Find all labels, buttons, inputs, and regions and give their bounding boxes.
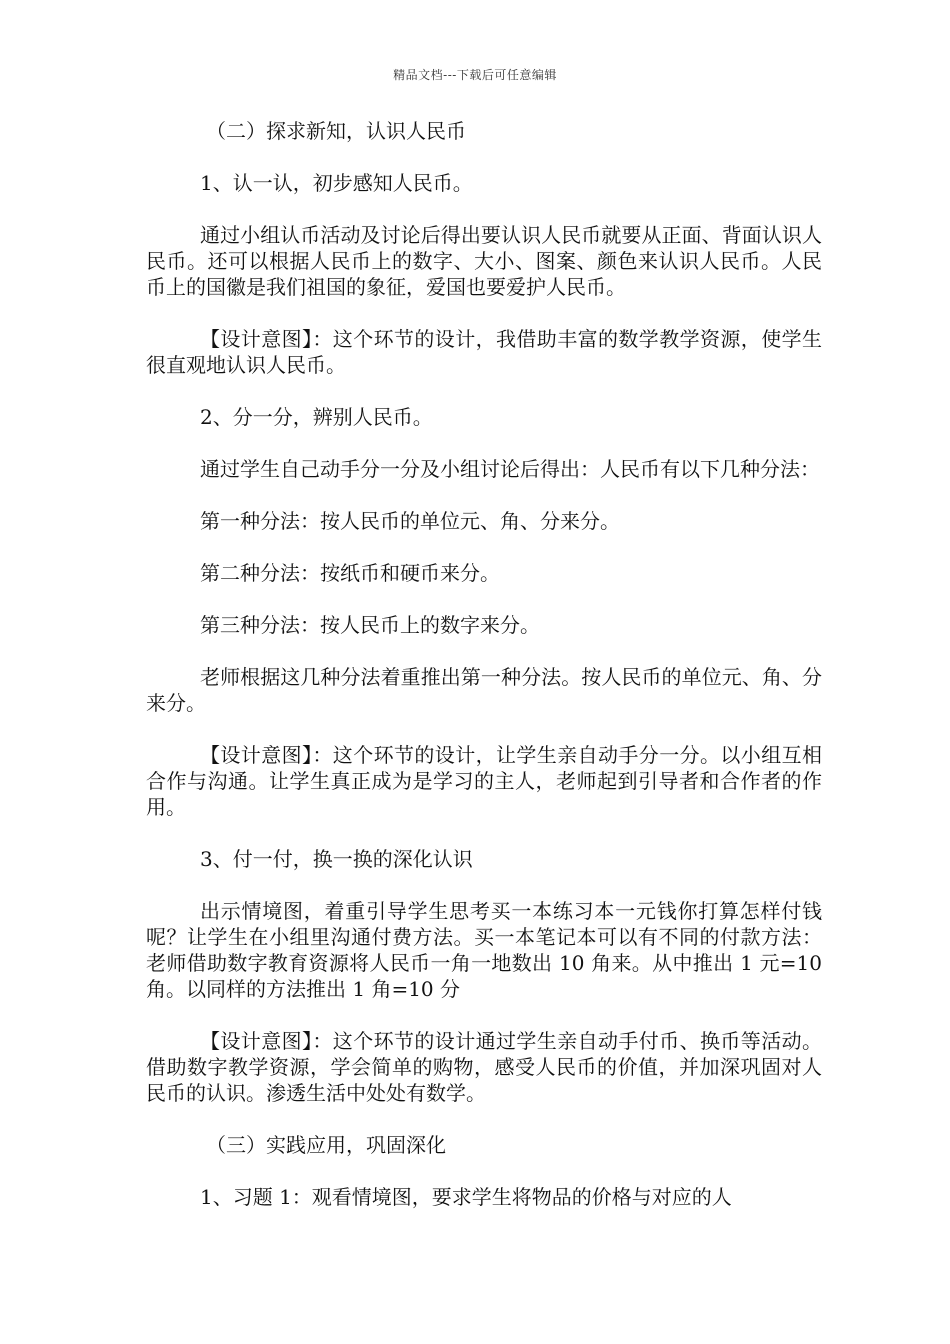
subheading-2: 2、分一分，辨别人民币。 — [200, 405, 433, 429]
method-2: 第二种分法：按纸币和硬币来分。 — [200, 561, 500, 585]
subheading-3: 3、付一付，换一换的深化认识 — [200, 847, 473, 871]
section-heading-3: （三）实践应用，巩固深化 — [206, 1133, 446, 1157]
exercise-1: 1、习题 1：观看情境图，要求学生将物品的价格与对应的人 — [200, 1185, 732, 1209]
subheading-1: 1、认一认，初步感知人民币。 — [200, 171, 473, 195]
page-header: 精品文档---下载后可任意编辑 — [393, 68, 557, 82]
method-1: 第一种分法：按人民币的单位元、角、分来分。 — [200, 509, 620, 533]
design-intent-paragraph: 【设计意图】：这个环节的设计通过学生亲自动手付币、换币等活动。借助数字教学资源，学会简单的购物，感受人民币的价值，并加深巩固对人民币的认识。渗透生活中处处有数学。 — [146, 1029, 822, 1105]
paragraph: 出示情境图，着重引导学生思考买一本练习本一元钱你打算怎样付钱呢？让学生在小组里沟通付费方法。买一本笔记本可以有不同的付款方法：老师借助数字教育资源将人民币一角一地数出 10 角来。从中推出 1 元=10 角。以同样的方法推出 1 角=10 分 — [146, 899, 822, 1001]
design-intent-paragraph: 【设计意图】：这个环节的设计，我借助丰富的数学教学资源，使学生很直观地认识人民币。 — [146, 327, 822, 377]
paragraph: 通过小组认币活动及讨论后得出要认识人民币就要从正面、背面认识人民币。还可以根据人民币上的数字、大小、图案、颜色来认识人民币。人民币上的国徽是我们祖国的象征，爱国也要爱护人民币。 — [146, 223, 822, 299]
paragraph: 通过学生自己动手分一分及小组讨论后得出：人民币有以下几种分法： — [200, 457, 820, 481]
design-intent-paragraph: 【设计意图】：这个环节的设计，让学生亲自动手分一分。以小组互相合作与沟通。让学生真正成为是学习的主人，老师起到引导者和合作者的作用。 — [146, 743, 822, 819]
method-3: 第三种分法：按人民币上的数字来分。 — [200, 613, 540, 637]
section-heading-2: （二）探求新知，认识人民币 — [206, 119, 466, 143]
document-body — [146, 118, 822, 1236]
paragraph: 老师根据这几种分法着重推出第一种分法。按人民币的单位元、角、分来分。 — [146, 665, 822, 715]
